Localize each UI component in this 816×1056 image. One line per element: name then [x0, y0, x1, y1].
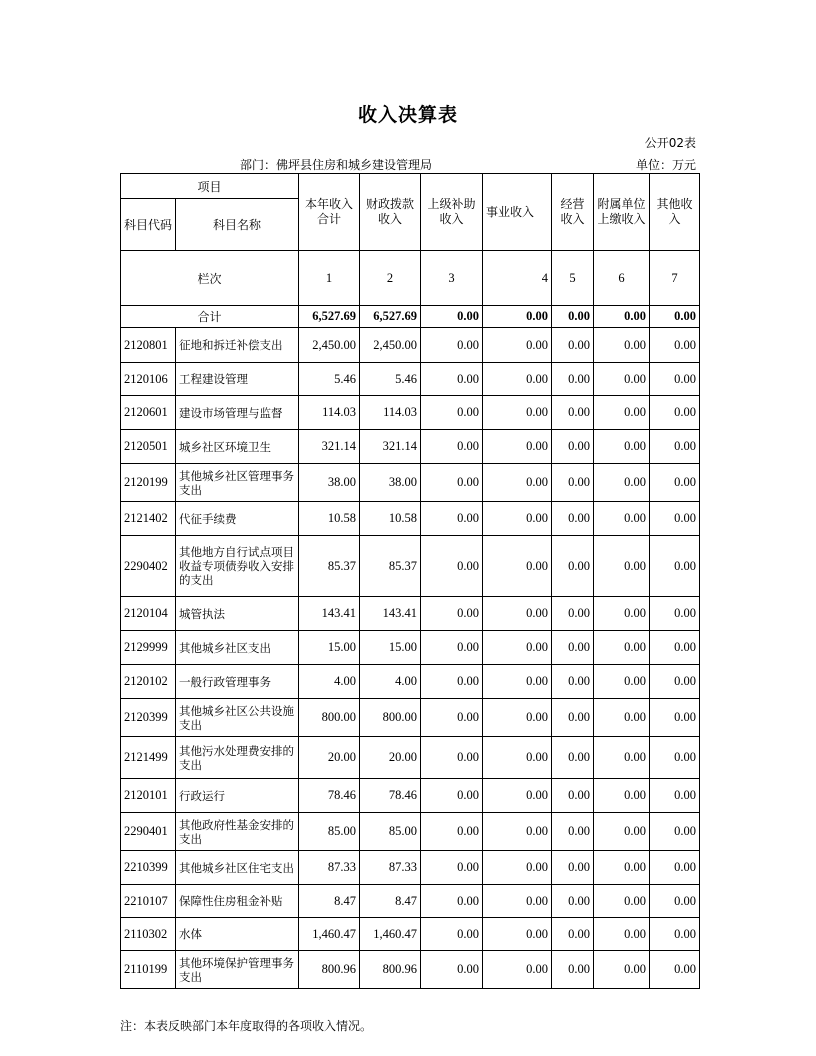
value-cell: 0.00: [483, 536, 552, 597]
value-cell: 0.00: [594, 851, 650, 885]
value-cell: 0.00: [552, 918, 594, 951]
value-cell: 0.00: [421, 779, 483, 813]
subject-name: 行政运行: [176, 779, 299, 813]
value-cell: 0.00: [483, 951, 552, 989]
total-value-cell: 6,527.69: [299, 306, 360, 328]
value-cell: 85.37: [299, 536, 360, 597]
value-cell: 5.46: [360, 363, 421, 396]
value-cell: 0.00: [421, 885, 483, 918]
value-cell: 0.00: [650, 779, 700, 813]
value-cell: 2,450.00: [299, 328, 360, 363]
value-cell: 0.00: [650, 813, 700, 851]
value-cell: 10.58: [360, 502, 421, 536]
value-cell: 0.00: [594, 813, 650, 851]
value-cell: 10.58: [299, 502, 360, 536]
column-index-cell: 6: [594, 251, 650, 306]
value-cell: 1,460.47: [299, 918, 360, 951]
value-cell: 0.00: [421, 328, 483, 363]
value-cell: 0.00: [483, 779, 552, 813]
value-cell: 0.00: [421, 813, 483, 851]
column-index-cell: 2: [360, 251, 421, 306]
subject-name: 其他污水处理费安排的支出: [176, 737, 299, 779]
column-index-cell: 7: [650, 251, 700, 306]
value-cell: 0.00: [421, 918, 483, 951]
value-cell: 0.00: [594, 951, 650, 989]
value-cell: 0.00: [421, 502, 483, 536]
value-cell: 0.00: [650, 665, 700, 699]
value-cell: 0.00: [421, 396, 483, 430]
value-cell: 114.03: [360, 396, 421, 430]
subject-code: 2120106: [121, 363, 176, 396]
value-cell: 0.00: [594, 430, 650, 464]
subject-name: 一般行政管理事务: [176, 665, 299, 699]
table-row: [121, 536, 700, 597]
value-cell: 0.00: [483, 464, 552, 502]
table-row: [121, 464, 700, 502]
value-cell: 0.00: [552, 851, 594, 885]
subject-code: 2210399: [121, 851, 176, 885]
value-cell: 87.33: [360, 851, 421, 885]
value-cell: 20.00: [299, 737, 360, 779]
table-row: [121, 396, 700, 430]
total-value-cell: 0.00: [421, 306, 483, 328]
total-value-cell: 0.00: [594, 306, 650, 328]
subject-code: 2129999: [121, 631, 176, 665]
value-cell: 0.00: [421, 851, 483, 885]
table-row: [121, 779, 700, 813]
subject-name: 其他城乡社区住宅支出: [176, 851, 299, 885]
value-cell: 0.00: [552, 951, 594, 989]
header-superior: 上级补助收入: [421, 174, 483, 251]
value-cell: 4.00: [360, 665, 421, 699]
subject-code: 2290401: [121, 813, 176, 851]
value-cell: 0.00: [421, 430, 483, 464]
header-total: 本年收入合计: [299, 174, 360, 251]
value-cell: 0.00: [552, 430, 594, 464]
column-index-cell: 1: [299, 251, 360, 306]
unit-label: 单位：万元: [635, 158, 696, 172]
value-cell: 0.00: [650, 328, 700, 363]
subject-code: 2120801: [121, 328, 176, 363]
value-cell: 0.00: [594, 363, 650, 396]
column-index-label: 栏次: [121, 251, 299, 306]
value-cell: 0.00: [483, 502, 552, 536]
table-row: [121, 918, 700, 951]
income-table: [120, 173, 700, 989]
value-cell: 0.00: [594, 536, 650, 597]
value-cell: 0.00: [594, 699, 650, 737]
value-cell: 0.00: [650, 536, 700, 597]
value-cell: 0.00: [594, 885, 650, 918]
subject-code: 2120101: [121, 779, 176, 813]
value-cell: 114.03: [299, 396, 360, 430]
value-cell: 5.46: [299, 363, 360, 396]
table-row: [121, 597, 700, 631]
table-row: [121, 328, 700, 363]
footnote: 注：本表反映部门本年度取得的各项收入情况。: [120, 1019, 373, 1033]
value-cell: 0.00: [552, 885, 594, 918]
value-cell: 0.00: [552, 813, 594, 851]
header-other: 其他收入: [650, 174, 700, 251]
subject-code: 2120199: [121, 464, 176, 502]
subject-code: 2110199: [121, 951, 176, 989]
table-row: [121, 631, 700, 665]
value-cell: 0.00: [650, 464, 700, 502]
table-row: [121, 363, 700, 396]
value-cell: 0.00: [650, 430, 700, 464]
value-cell: 0.00: [421, 737, 483, 779]
subject-code: 2120102: [121, 665, 176, 699]
department-label: 部门：佛坪县住房和城乡建设管理局: [240, 158, 433, 172]
value-cell: 85.00: [360, 813, 421, 851]
subject-code: 2121402: [121, 502, 176, 536]
value-cell: 143.41: [360, 597, 421, 631]
total-value-cell: 0.00: [650, 306, 700, 328]
subject-name: 其他环境保护管理事务支出: [176, 951, 299, 989]
value-cell: 0.00: [650, 737, 700, 779]
subject-name: 建设市场管理与监督: [176, 396, 299, 430]
value-cell: 0.00: [552, 631, 594, 665]
value-cell: 0.00: [650, 699, 700, 737]
value-cell: 0.00: [483, 885, 552, 918]
value-cell: 0.00: [650, 631, 700, 665]
table-row: [121, 502, 700, 536]
column-index-cell: 4: [483, 251, 552, 306]
value-cell: 0.00: [552, 779, 594, 813]
value-cell: 0.00: [421, 363, 483, 396]
value-cell: 0.00: [650, 597, 700, 631]
subject-code: 2110302: [121, 918, 176, 951]
page-title: 收入决算表: [357, 104, 458, 126]
table-row: [121, 813, 700, 851]
value-cell: 0.00: [421, 536, 483, 597]
value-cell: 0.00: [594, 396, 650, 430]
subject-code: 2210107: [121, 885, 176, 918]
value-cell: 0.00: [552, 536, 594, 597]
value-cell: 85.00: [299, 813, 360, 851]
value-cell: 0.00: [483, 631, 552, 665]
header-fiscal: 财政拨款收入: [360, 174, 421, 251]
value-cell: 0.00: [594, 737, 650, 779]
subject-name: 城乡社区环境卫生: [176, 430, 299, 464]
table-row: [121, 951, 700, 989]
header-business: 事业收入: [483, 174, 552, 251]
value-cell: 8.47: [360, 885, 421, 918]
total-value-cell: 6,527.69: [360, 306, 421, 328]
value-cell: 15.00: [299, 631, 360, 665]
value-cell: 85.37: [360, 536, 421, 597]
value-cell: 0.00: [552, 328, 594, 363]
value-cell: 0.00: [594, 328, 650, 363]
value-cell: 0.00: [594, 665, 650, 699]
subject-code: 2120501: [121, 430, 176, 464]
subject-name: 征地和拆迁补偿支出: [176, 328, 299, 363]
table-code: 公开02表: [644, 136, 696, 150]
value-cell: 15.00: [360, 631, 421, 665]
value-cell: 1,460.47: [360, 918, 421, 951]
value-cell: 0.00: [483, 737, 552, 779]
value-cell: 0.00: [552, 396, 594, 430]
header-operating: 经营收入: [552, 174, 594, 251]
table-row: [121, 885, 700, 918]
value-cell: 0.00: [421, 699, 483, 737]
subject-code: 2120601: [121, 396, 176, 430]
value-cell: 0.00: [483, 363, 552, 396]
value-cell: 0.00: [483, 665, 552, 699]
subject-name: 其他政府性基金安排的支出: [176, 813, 299, 851]
value-cell: 0.00: [483, 851, 552, 885]
table-row: [121, 737, 700, 779]
total-value-cell: 0.00: [552, 306, 594, 328]
subject-code: 2290402: [121, 536, 176, 597]
header-subsidiary: 附属单位上缴收入: [594, 174, 650, 251]
value-cell: 8.47: [299, 885, 360, 918]
subject-code: 2120104: [121, 597, 176, 631]
value-cell: 0.00: [483, 918, 552, 951]
value-cell: 87.33: [299, 851, 360, 885]
value-cell: 0.00: [483, 396, 552, 430]
subject-name: 代征手续费: [176, 502, 299, 536]
subject-name: 其他地方自行试点项目收益专项债券收入安排的支出: [176, 536, 299, 597]
value-cell: 0.00: [594, 918, 650, 951]
value-cell: 0.00: [421, 665, 483, 699]
value-cell: 0.00: [421, 597, 483, 631]
column-index-row: [121, 251, 700, 306]
value-cell: 78.46: [299, 779, 360, 813]
subject-code: 2121499: [121, 737, 176, 779]
value-cell: 0.00: [483, 597, 552, 631]
value-cell: 4.00: [299, 665, 360, 699]
value-cell: 0.00: [421, 464, 483, 502]
value-cell: 0.00: [421, 951, 483, 989]
total-row: [121, 306, 700, 328]
subject-name: 保障性住房租金补贴: [176, 885, 299, 918]
total-value-cell: 0.00: [483, 306, 552, 328]
value-cell: 38.00: [299, 464, 360, 502]
header-name: 科目名称: [176, 199, 299, 251]
table-row: [121, 851, 700, 885]
subject-name: 其他城乡社区管理事务支出: [176, 464, 299, 502]
value-cell: 0.00: [552, 665, 594, 699]
column-index-cell: 5: [552, 251, 594, 306]
value-cell: 78.46: [360, 779, 421, 813]
value-cell: 0.00: [552, 699, 594, 737]
subject-name: 城管执法: [176, 597, 299, 631]
table-row: [121, 430, 700, 464]
value-cell: 0.00: [650, 396, 700, 430]
subject-name: 其他城乡社区公共设施支出: [176, 699, 299, 737]
value-cell: 20.00: [360, 737, 421, 779]
value-cell: 0.00: [421, 631, 483, 665]
value-cell: 321.14: [360, 430, 421, 464]
value-cell: 0.00: [650, 851, 700, 885]
value-cell: 2,450.00: [360, 328, 421, 363]
value-cell: 143.41: [299, 597, 360, 631]
subject-code: 2120399: [121, 699, 176, 737]
value-cell: 0.00: [552, 502, 594, 536]
value-cell: 0.00: [650, 363, 700, 396]
value-cell: 0.00: [594, 502, 650, 536]
value-cell: 0.00: [650, 885, 700, 918]
value-cell: 800.00: [299, 699, 360, 737]
value-cell: 0.00: [594, 779, 650, 813]
value-cell: 0.00: [650, 502, 700, 536]
value-cell: 800.96: [360, 951, 421, 989]
table-row: [121, 699, 700, 737]
value-cell: 0.00: [594, 597, 650, 631]
table-row: [121, 665, 700, 699]
value-cell: 0.00: [594, 631, 650, 665]
value-cell: 0.00: [483, 328, 552, 363]
value-cell: 0.00: [552, 464, 594, 502]
value-cell: 0.00: [650, 918, 700, 951]
value-cell: 0.00: [552, 363, 594, 396]
total-label: 合计: [121, 306, 299, 328]
subject-name: 水体: [176, 918, 299, 951]
value-cell: 321.14: [299, 430, 360, 464]
subject-name: 其他城乡社区支出: [176, 631, 299, 665]
value-cell: 38.00: [360, 464, 421, 502]
value-cell: 0.00: [483, 430, 552, 464]
value-cell: 0.00: [650, 951, 700, 989]
value-cell: 0.00: [552, 737, 594, 779]
value-cell: 0.00: [483, 813, 552, 851]
header-code: 科目代码: [121, 199, 176, 251]
value-cell: 0.00: [594, 464, 650, 502]
subject-name: 工程建设管理: [176, 363, 299, 396]
value-cell: 800.00: [360, 699, 421, 737]
value-cell: 0.00: [552, 597, 594, 631]
column-index-cell: 3: [421, 251, 483, 306]
value-cell: 0.00: [483, 699, 552, 737]
value-cell: 800.96: [299, 951, 360, 989]
header-item: 项目: [121, 174, 299, 199]
